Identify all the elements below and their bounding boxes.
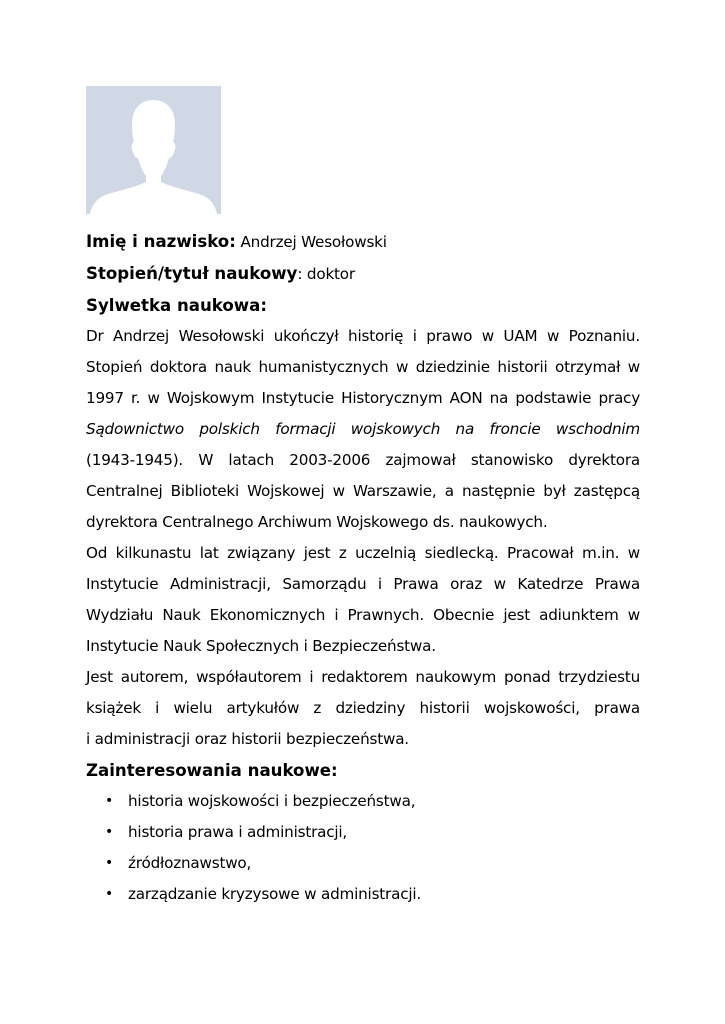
bio-line: Instytucie Nauk Społecznych i Bezpieczeństwa. (86, 637, 436, 655)
degree-value: : doktor (297, 265, 355, 283)
bio-line: Jest autorem, współautorem i redaktorem naukowym ponad trzydziestu (86, 668, 640, 686)
list-item (86, 786, 640, 817)
interests-heading: Zainteresowania naukowe: (86, 761, 338, 780)
name-line (86, 226, 640, 258)
bio-heading: Sylwetka naukowa: (86, 296, 267, 315)
bio-line: Centralnej Biblioteki Wojskowej w Warszawie, a następnie był zastępcą (86, 482, 640, 500)
name-label: Imię i nazwisko: (86, 232, 236, 251)
bio-line: Wydziału Nauk Ekonomicznych i Prawnych. Obecnie jest adiunktem w (86, 606, 640, 624)
interests-list (86, 786, 640, 910)
bio-line: 1997 r. w Wojskowym Instytucie Historycznym AON na podstawie pracy (86, 389, 640, 407)
cv-content (86, 226, 640, 910)
interest-text: zarządzanie kryzysowe w administracji. (128, 885, 422, 903)
bio-line: (1943-1945). W latach 2003-2006 zajmował stanowisko dyrektora (86, 451, 640, 469)
bio-line: Od kilkunastu lat związany jest z uczelnią siedlecką. Pracował m.in. w (86, 544, 640, 562)
person-silhouette-icon (86, 86, 221, 214)
bullet-icon: • (105, 886, 114, 902)
bio-line: książek i wielu artykułów z dziedziny historii wojskowości, prawa (86, 699, 640, 717)
list-item (86, 848, 640, 879)
bullet-icon: • (105, 824, 114, 840)
profile-photo-placeholder (86, 86, 221, 214)
degree-label: Stopień/tytuł naukowy (86, 264, 298, 283)
bullet-icon: • (105, 793, 114, 809)
bio-line: Dr Andrzej Wesołowski ukończył historię i prawo w UAM w Poznaniu. (86, 327, 640, 345)
list-item (86, 879, 640, 910)
bio-line: Stopień doktora nauk humanistycznych w dziedzinie historii otrzymał w (86, 358, 640, 376)
dissertation-title: Sądownictwo polskich formacji wojskowych na froncie wschodnim (86, 420, 640, 438)
bio-line: i administracji oraz historii bezpieczeństwa. (86, 730, 409, 748)
interest-text: historia wojskowości i bezpieczeństwa, (128, 792, 416, 810)
bio-line: dyrektora Centralnego Archiwum Wojskowego ds. naukowych. (86, 513, 548, 531)
list-item (86, 817, 640, 848)
degree-line (86, 258, 640, 290)
name-value: Andrzej Wesołowski (235, 233, 387, 251)
bullet-icon: • (105, 855, 114, 871)
interest-text: źródłoznawstwo, (128, 854, 252, 872)
interest-text: historia prawa i administracji, (128, 823, 348, 841)
bio-line: Instytucie Administracji, Samorządu i Prawa oraz w Katedrze Prawa (86, 575, 640, 593)
